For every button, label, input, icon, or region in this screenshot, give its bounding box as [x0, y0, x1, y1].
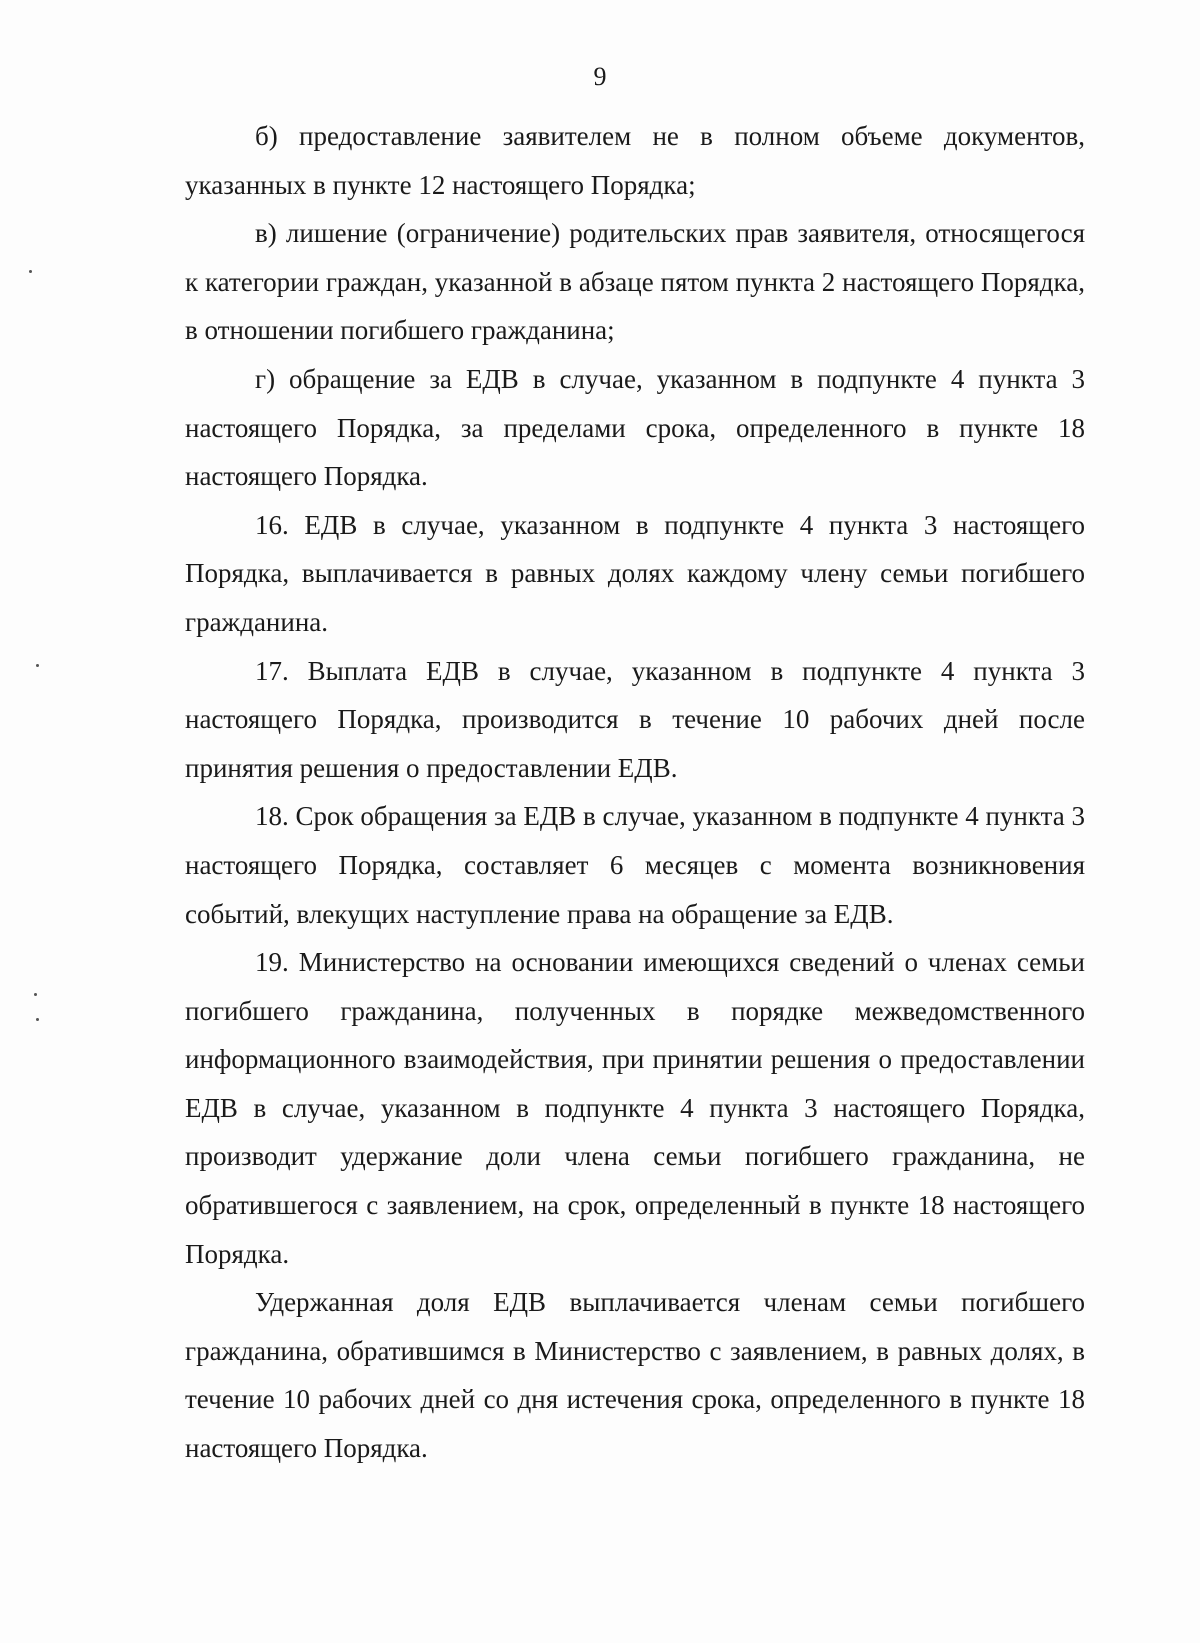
paragraph-g: г) обращение за ЕДВ в случае, указанном в подпункте 4 пункта 3 настоящего Порядка, за пределами срока, определенного в пункте 18 настоящего Порядка. [185, 363, 1085, 492]
paragraph-withheld-share: Удержанная доля ЕДВ выплачивается членам семьи погибшего гражданина, обратившимся в Министерство с заявлением, в равных долях, в течение 10 рабочих дней со дня истечения срока, определенного в пункте 18 настоящего Порядка. [185, 1287, 1085, 1464]
scan-speck [29, 270, 32, 273]
document-body [185, 112, 1085, 1473]
scan-speck [36, 1018, 39, 1021]
paragraph-17: 17. Выплата ЕДВ в случае, указанном в подпункте 4 пункта 3 настоящего Порядка, производится в течение 10 рабочих дней после принятия решения о предоставлении ЕДВ. [185, 655, 1085, 783]
scan-speck [34, 993, 37, 996]
paragraph-v: в) лишение (ограничение) родительских прав заявителя, относящегося к категории граждан, указанной в абзаце пятом пункта 2 настоящего Порядка, в отношении погибшего гражданина; [185, 218, 1085, 346]
page-number: 9 [593, 62, 607, 91]
paragraph-16: 16. ЕДВ в случае, указанном в подпункте 4 пункта 3 настоящего Порядка, выплачивается в равных долях каждому члену семьи погибшего гражданина. [185, 509, 1085, 637]
paragraph-b: б) предоставление заявителем не в полном объеме документов, указанных в пункте 12 настоящего Порядка; [185, 121, 1085, 200]
paragraph-19: 19. Министерство на основании имеющихся сведений о членах семьи погибшего гражданина, полученных в порядке межведомственного информационного взаимодействия, при принятии решения о предоставлении ЕДВ в случае, указанном в подпункте 4 пункта 3 настоящего Порядка, производит удержание доли члена семьи погибшего гражданина, не обратившегося с заявлением, на срок, определенный в пункте 18 настоящего Порядка. [185, 947, 1085, 1269]
scan-speck [36, 664, 39, 667]
paragraph-18: 18. Срок обращения за ЕДВ в случае, указанном в подпункте 4 пункта 3 настоящего Порядка, составляет 6 месяцев с момента возникновения событий, влекущих наступление права на обращение за ЕДВ. [185, 801, 1085, 929]
